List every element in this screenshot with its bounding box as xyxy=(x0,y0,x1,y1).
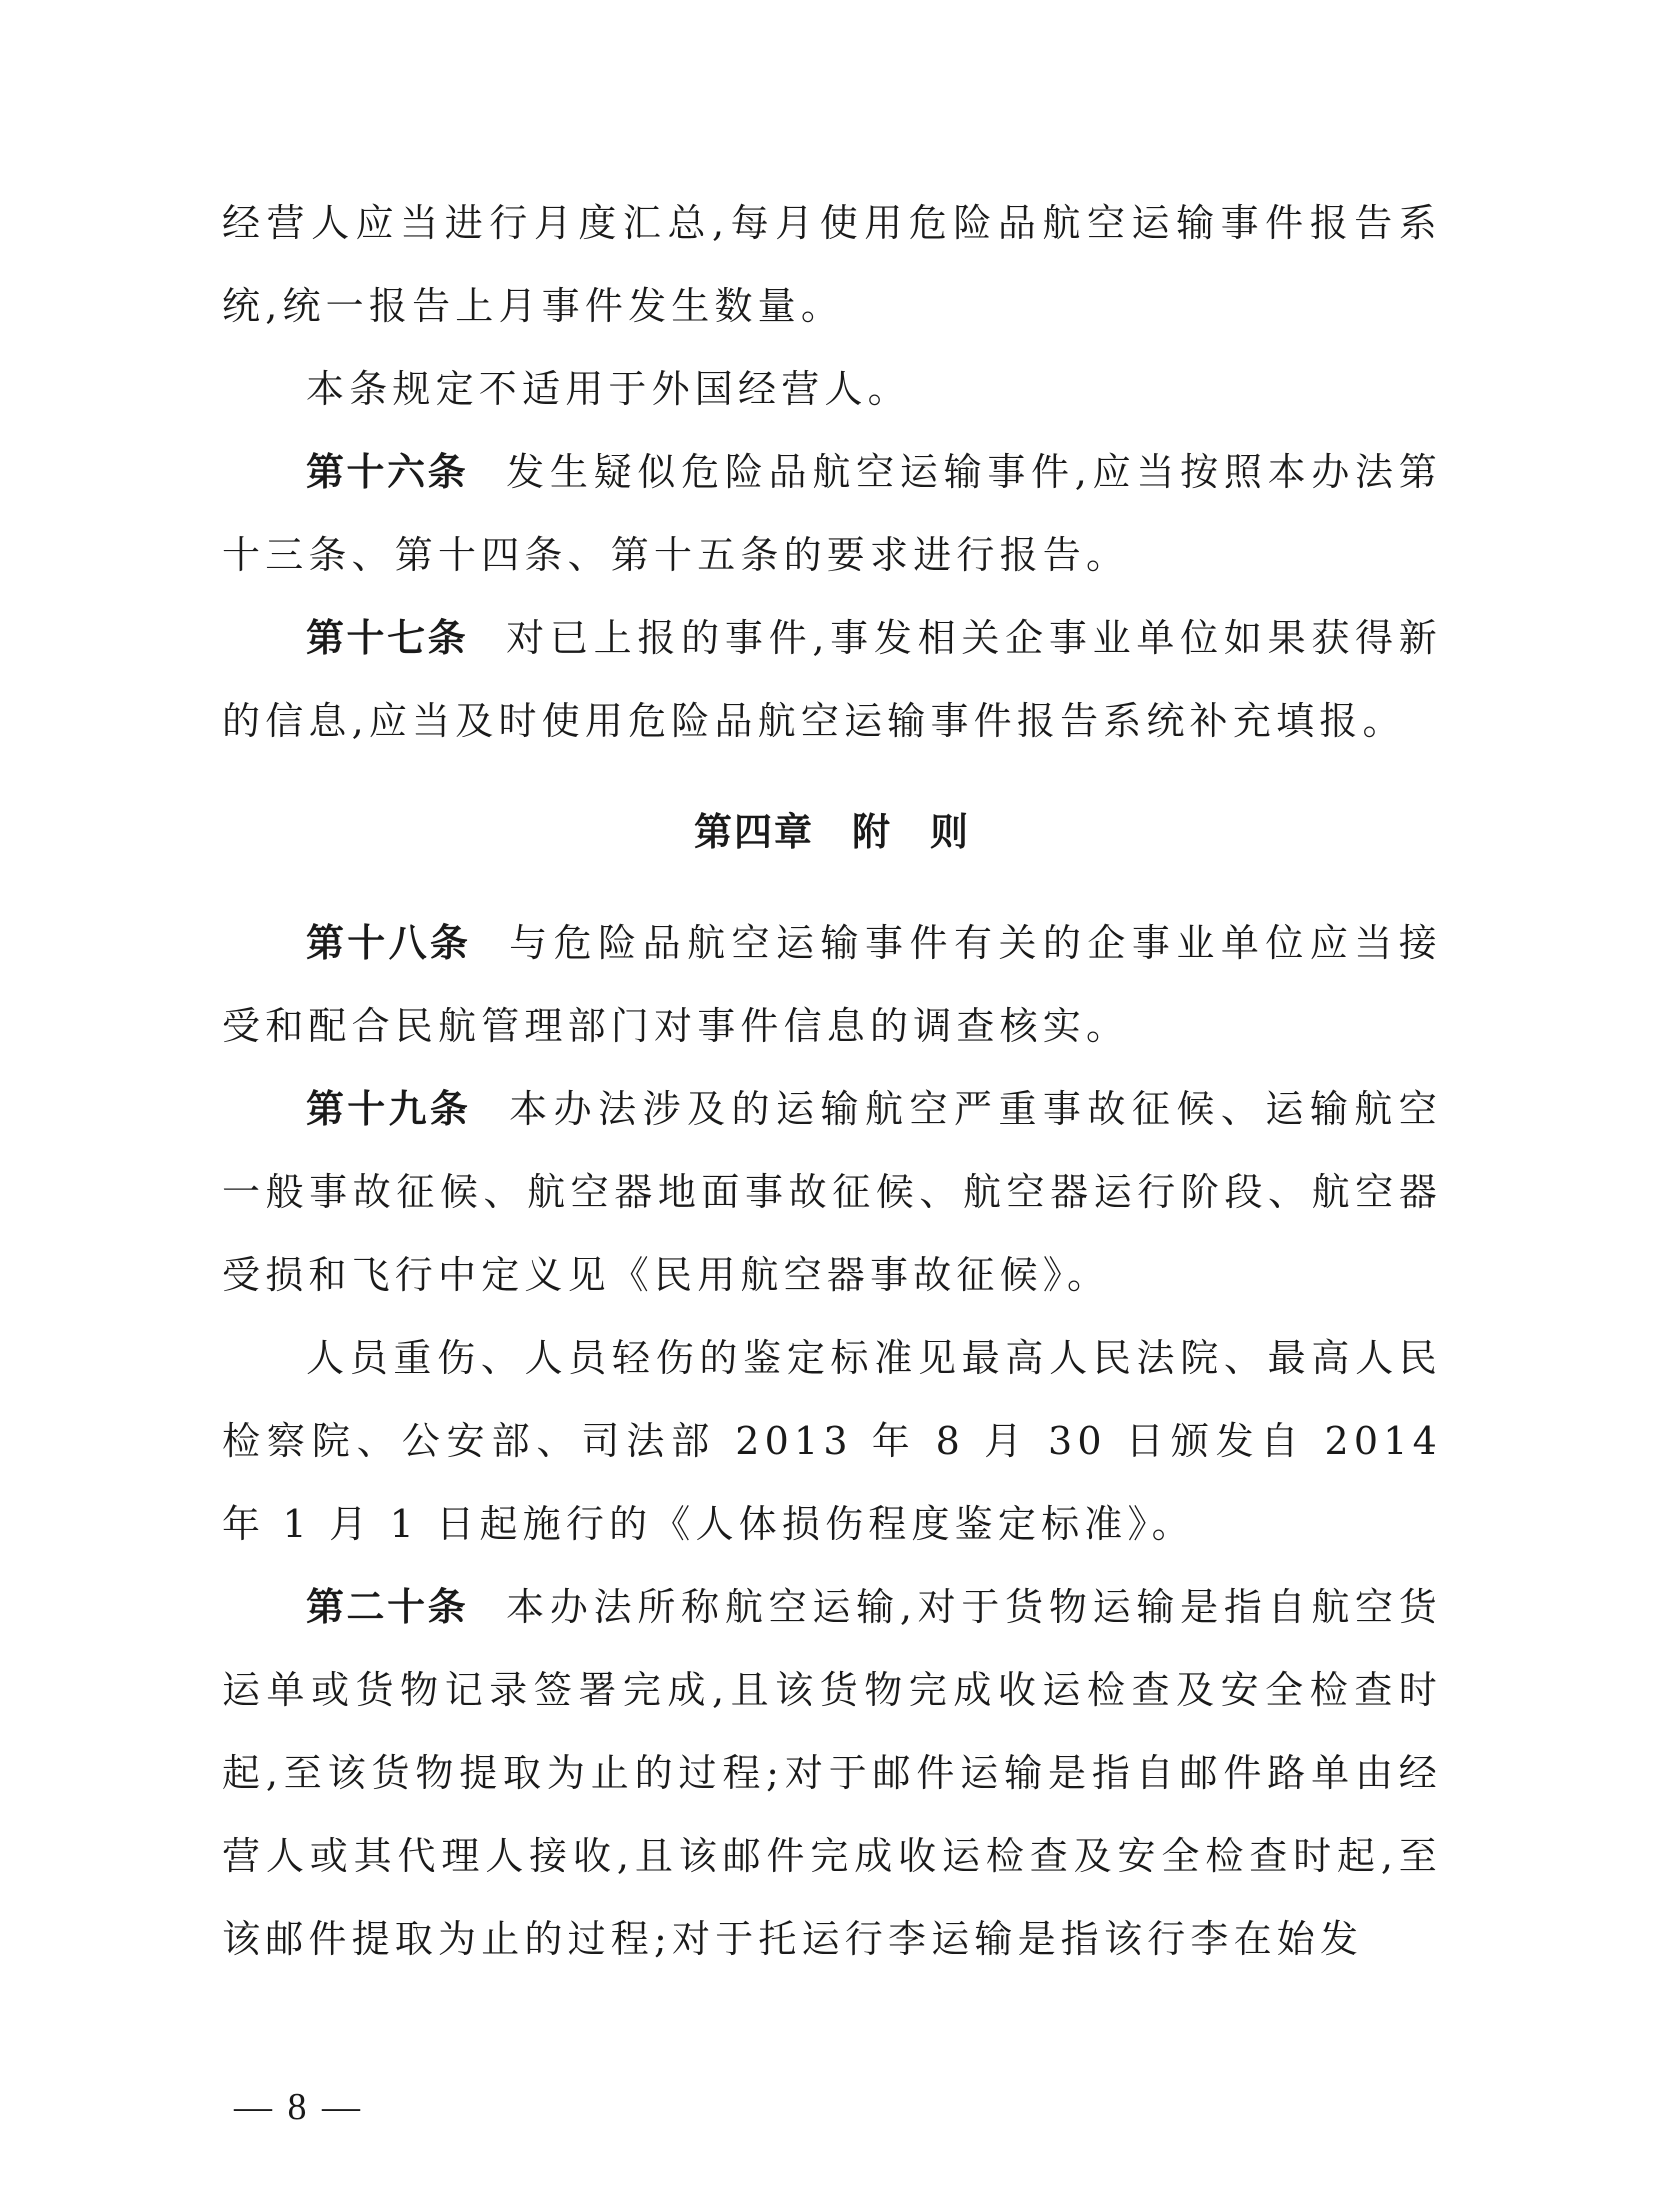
article-19 xyxy=(222,1068,1442,1317)
chapter-number: 第四章 xyxy=(693,810,814,854)
page-number: — 8 — xyxy=(234,2086,363,2128)
chapter-title-part2: 则 xyxy=(930,810,971,854)
article-17 xyxy=(222,597,1442,763)
article-16-number: 第十六条 xyxy=(306,450,469,494)
article-19-text: 本办法涉及的运输航空严重事故征候、运输航空一般事故征候、航空器地面事故征候、航空器运行阶段、航空器受损和飞行中定义见《民用航空器事故征候》。 xyxy=(222,1087,1442,1297)
article-18-text: 与危险品航空运输事件有关的企事业单位应当接受和配合民航管理部门对事件信息的调查核实。 xyxy=(222,921,1442,1048)
article-20 xyxy=(222,1566,1442,1981)
chapter-heading xyxy=(222,791,1442,874)
article-17-text: 对已上报的事件,事发相关企事业单位如果获得新的信息,应当及时使用危险品航空运输事件报告系统补充填报。 xyxy=(222,616,1442,743)
article-20-text: 本办法所称航空运输,对于货物运输是指自航空货运单或货物记录签署完成,且该货物完成收运检查及安全检查时起,至该货物提取为止的过程;对于邮件运输是指自邮件路单由经营人或其代理人接收,且该邮件完成收运检查及安全检查时起,至该邮件提取为止的过程;对于托运行李运输是指该行李在始发 xyxy=(222,1585,1442,1961)
article-19-number: 第十九条 xyxy=(306,1087,472,1131)
article-16-text: 发生疑似危险品航空运输事件,应当按照本办法第十三条、第十四条、第十五条的要求进行报告。 xyxy=(222,450,1442,577)
article-18-number: 第十八条 xyxy=(306,921,472,965)
article-17-number: 第十七条 xyxy=(306,616,469,660)
article-20-number: 第二十条 xyxy=(306,1585,469,1629)
article-18 xyxy=(222,902,1442,1068)
chapter-title-part1: 附 xyxy=(851,810,892,854)
paragraph-continuation: 经营人应当进行月度汇总,每月使用危险品航空运输事件报告系统,统一报告上月事件发生数量。 xyxy=(222,201,1442,328)
body-text xyxy=(222,182,1442,1981)
paragraph-injury-standard: 人员重伤、人员轻伤的鉴定标准见最高人民法院、最高人民检察院、公安部、司法部 2013 年 8 月 30 日颁发自 2014 年 1 月 1 日起施行的《人体损伤程度鉴定标准》。 xyxy=(222,1336,1442,1546)
article-16 xyxy=(222,431,1442,597)
paragraph-foreign-operator: 本条规定不适用于外国经营人。 xyxy=(306,367,911,411)
